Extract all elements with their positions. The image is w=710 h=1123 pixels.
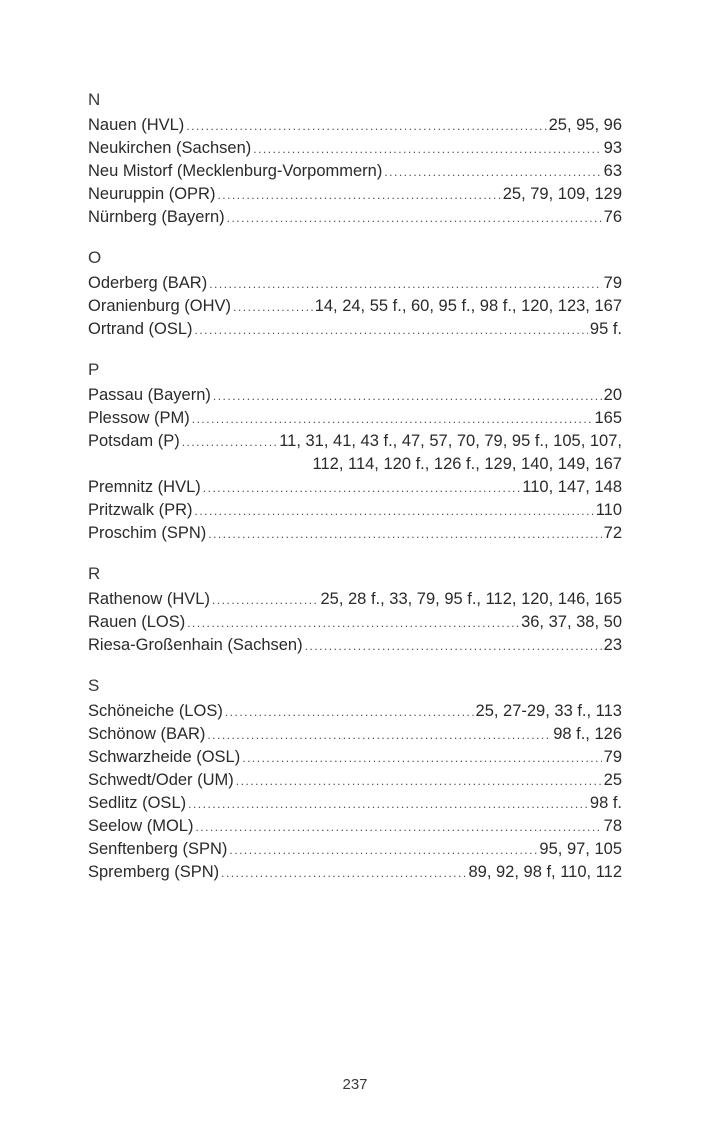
index-entry <box>88 588 622 611</box>
index-entry <box>88 700 622 723</box>
dot-leader <box>188 793 588 816</box>
dot-leader <box>227 207 602 230</box>
dot-leader <box>186 115 546 138</box>
section-letter: P <box>88 360 100 379</box>
place-name: Pritzwalk (PR) <box>88 501 193 519</box>
index-entry <box>88 499 622 522</box>
page-references: 98 f., 126 <box>553 725 622 743</box>
place-name: Riesa-Großenhain (Sachsen) <box>88 636 303 654</box>
dot-leader <box>225 701 474 724</box>
page-references: 165 <box>594 409 622 427</box>
dot-leader <box>253 138 601 161</box>
section-letter: O <box>88 248 102 267</box>
page-references: 95, 97, 105 <box>539 840 622 858</box>
page-references: 110 <box>595 501 622 519</box>
page-references: 76 <box>603 208 622 226</box>
dot-leader <box>192 408 593 431</box>
dot-leader <box>217 184 500 207</box>
page-references: 98 f. <box>589 794 622 812</box>
dot-leader <box>195 816 601 839</box>
place-name: Nürnberg (Bayern) <box>88 208 225 226</box>
place-name: Neu Mistorf (Mecklenburg-Vorpommern) <box>88 162 383 180</box>
page-references: 93 <box>603 139 622 157</box>
dot-leader <box>384 161 601 184</box>
page-number: 237 <box>342 1076 368 1093</box>
place-name: Schönow (BAR) <box>88 725 206 743</box>
dot-leader <box>242 747 601 770</box>
section-letter: S <box>88 676 100 695</box>
page-references: 78 <box>603 817 622 835</box>
index-entry <box>88 430 622 453</box>
dot-leader <box>195 500 594 523</box>
place-name: Spremberg (SPN) <box>88 863 220 881</box>
index-entry <box>88 183 622 206</box>
dot-leader <box>305 635 602 658</box>
dot-leader <box>236 770 602 793</box>
page-references: 95 f. <box>589 320 622 338</box>
dot-leader <box>207 724 551 747</box>
page-references: 72 <box>603 524 622 542</box>
place-name: Seelow (MOL) <box>88 817 194 835</box>
index-entry <box>88 634 622 657</box>
place-name: Rauen (LOS) <box>88 613 186 631</box>
page-references: 11, 31, 41, 43 f., 47, 57, 70, 79, 95 f., 105, 107, <box>279 432 622 450</box>
index-section-o <box>88 244 622 341</box>
index-entry <box>88 792 622 815</box>
place-name: Schwedt/Oder (UM) <box>88 771 234 789</box>
dot-leader <box>182 431 278 454</box>
place-index <box>88 86 622 899</box>
place-name: Neukirchen (Sachsen) <box>88 139 252 157</box>
index-entry <box>88 861 622 884</box>
place-name: Potsdam (P) <box>88 432 180 450</box>
dot-leader <box>229 839 537 862</box>
page-references: 79 <box>603 748 622 766</box>
place-name: Senftenberg (SPN) <box>88 840 228 858</box>
page-references: 63 <box>603 162 622 180</box>
dot-leader <box>213 385 602 408</box>
index-entry <box>88 160 622 183</box>
dot-leader <box>221 862 466 885</box>
place-name: Oderberg (BAR) <box>88 274 208 292</box>
index-entry <box>88 476 622 499</box>
dot-leader <box>195 319 588 342</box>
page-references-continued: 112, 114, 120 f., 126 f., 129, 140, 149, 167 <box>312 455 622 473</box>
dot-leader <box>233 296 313 319</box>
index-entry <box>88 318 622 341</box>
place-name: Passau (Bayern) <box>88 386 211 404</box>
dot-leader <box>212 589 319 612</box>
place-name: Schöneiche (LOS) <box>88 702 223 720</box>
index-entry <box>88 384 622 407</box>
index-entry <box>88 114 622 137</box>
dot-leader <box>208 523 601 546</box>
index-entry <box>88 838 622 861</box>
page-references: 79 <box>603 274 622 292</box>
place-name: Schwarzheide (OSL) <box>88 748 241 766</box>
index-entry <box>88 206 622 229</box>
place-name: Oranienburg (OHV) <box>88 297 232 315</box>
index-section-r <box>88 560 622 657</box>
page-references: 25, 28 f., 33, 79, 95 f., 112, 120, 146, 165 <box>320 590 622 608</box>
page-references: 25, 95, 96 <box>548 116 622 134</box>
index-entry <box>88 723 622 746</box>
page-references: 23 <box>603 636 622 654</box>
index-entry <box>88 295 622 318</box>
page-references: 20 <box>603 386 622 404</box>
page-references: 25, 27-29, 33 f., 113 <box>475 702 622 720</box>
place-name: Premnitz (HVL) <box>88 478 201 496</box>
index-entry <box>88 769 622 792</box>
section-letter: R <box>88 564 101 583</box>
index-entry <box>88 137 622 160</box>
place-name: Proschim (SPN) <box>88 524 207 542</box>
index-section-s <box>88 672 622 884</box>
place-name: Neuruppin (OPR) <box>88 185 216 203</box>
index-entry <box>88 522 622 545</box>
index-entry <box>88 611 622 634</box>
place-name: Rathenow (HVL) <box>88 590 210 608</box>
page-references: 25, 79, 109, 129 <box>502 185 622 203</box>
index-entry <box>88 407 622 430</box>
place-name: Plessow (PM) <box>88 409 190 427</box>
page-references: 110, 147, 148 <box>522 478 622 496</box>
index-entry <box>88 815 622 838</box>
page-references: 36, 37, 38, 50 <box>521 613 622 631</box>
dot-leader <box>187 612 519 635</box>
dot-leader <box>209 273 601 296</box>
page-references: 89, 92, 98 f, 110, 112 <box>468 863 622 881</box>
index-entry <box>88 272 622 295</box>
index-entry <box>88 746 622 769</box>
page-references: 14, 24, 55 f., 60, 95 f., 98 f., 120, 123, 167 <box>314 297 622 315</box>
place-name: Sedlitz (OSL) <box>88 794 187 812</box>
index-section-p <box>88 356 622 545</box>
index-section-n <box>88 86 622 229</box>
place-name: Nauen (HVL) <box>88 116 185 134</box>
page-references: 25 <box>603 771 622 789</box>
section-letter: N <box>88 90 101 109</box>
dot-leader <box>203 477 521 500</box>
place-name: Ortrand (OSL) <box>88 320 193 338</box>
